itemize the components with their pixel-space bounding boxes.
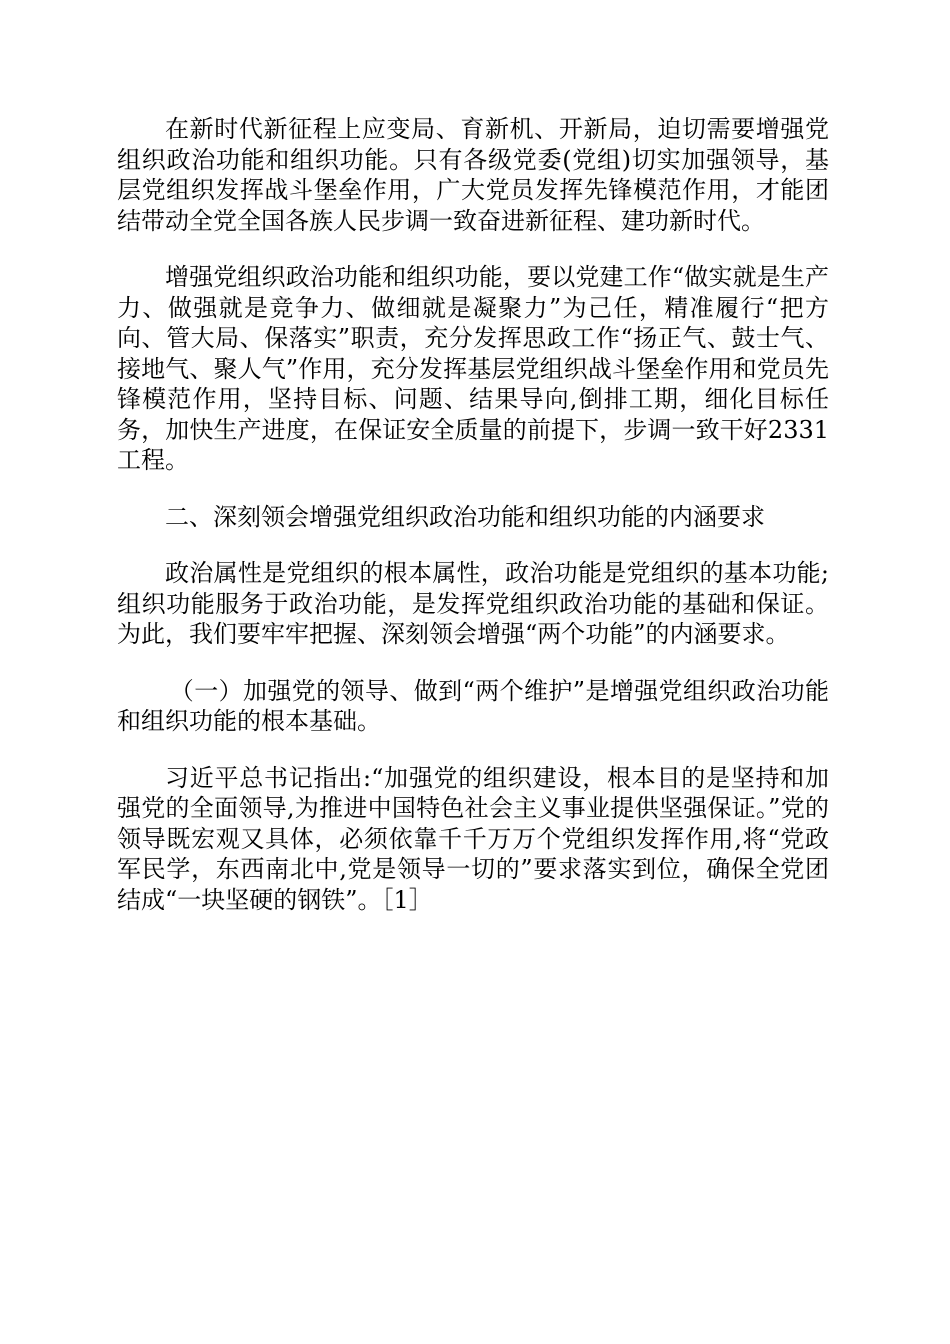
subsection-heading: （一）加强党的领导、做到“两个维护”是增强党组织政治功能和组织功能的根本基础。 [117, 676, 829, 735]
paragraph-strengthen: 增强党组织政治功能和组织功能，要以党建工作“做实就是生产力、做强就是竞争力、做细就是凝聚力”为己任，精准履行“把方向、管大局、保落实”职责，充分发挥思政工作“扬正气、鼓士气、接地气、聚人气”作用，充分发挥基层党组织战斗堡垒作用和党员先锋模范作用，坚持目标、问题、结果导向,倒排工期，细化目标任务，加快生产进度，在保证安全质量的前提下，步调一致干好2331工程。 [117, 263, 829, 474]
paragraph-section: 政治属性是党组织的根本属性，政治功能是党组织的基本功能;组织功能服务于政治功能，是发挥党组织政治功能的基础和保证。为此，我们要牢牢把握、深刻领会增强“两个功能”的内涵要求。 [117, 559, 829, 648]
paragraph-subsection: 习近平总书记指出:“加强党的组织建设，根本目的是坚持和加强党的全面领导,为推进中国特色社会主义事业提供坚强保证。”党的领导既宏观又具体，必须依靠千千万万个党组织发挥作用,将“党政军民学，东西南北中,党是领导一切的”要求落实到位，确保全党团结成“一块坚硬的钢铁”。［1］ [117, 763, 829, 914]
document-body [117, 114, 829, 941]
paragraph-intro: 在新时代新征程上应变局、育新机、开新局，迫切需要增强党组织政治功能和组织功能。只有各级党委(党组)切实加强领导，基层党组织发挥战斗堡垒作用，广大党员发挥先锋模范作用，才能团结带动全党全国各族人民步调一致奋进新征程、建功新时代。 [117, 115, 829, 235]
section-heading: 二、深刻领会增强党组织政治功能和组织功能的内涵要求 [165, 502, 765, 531]
